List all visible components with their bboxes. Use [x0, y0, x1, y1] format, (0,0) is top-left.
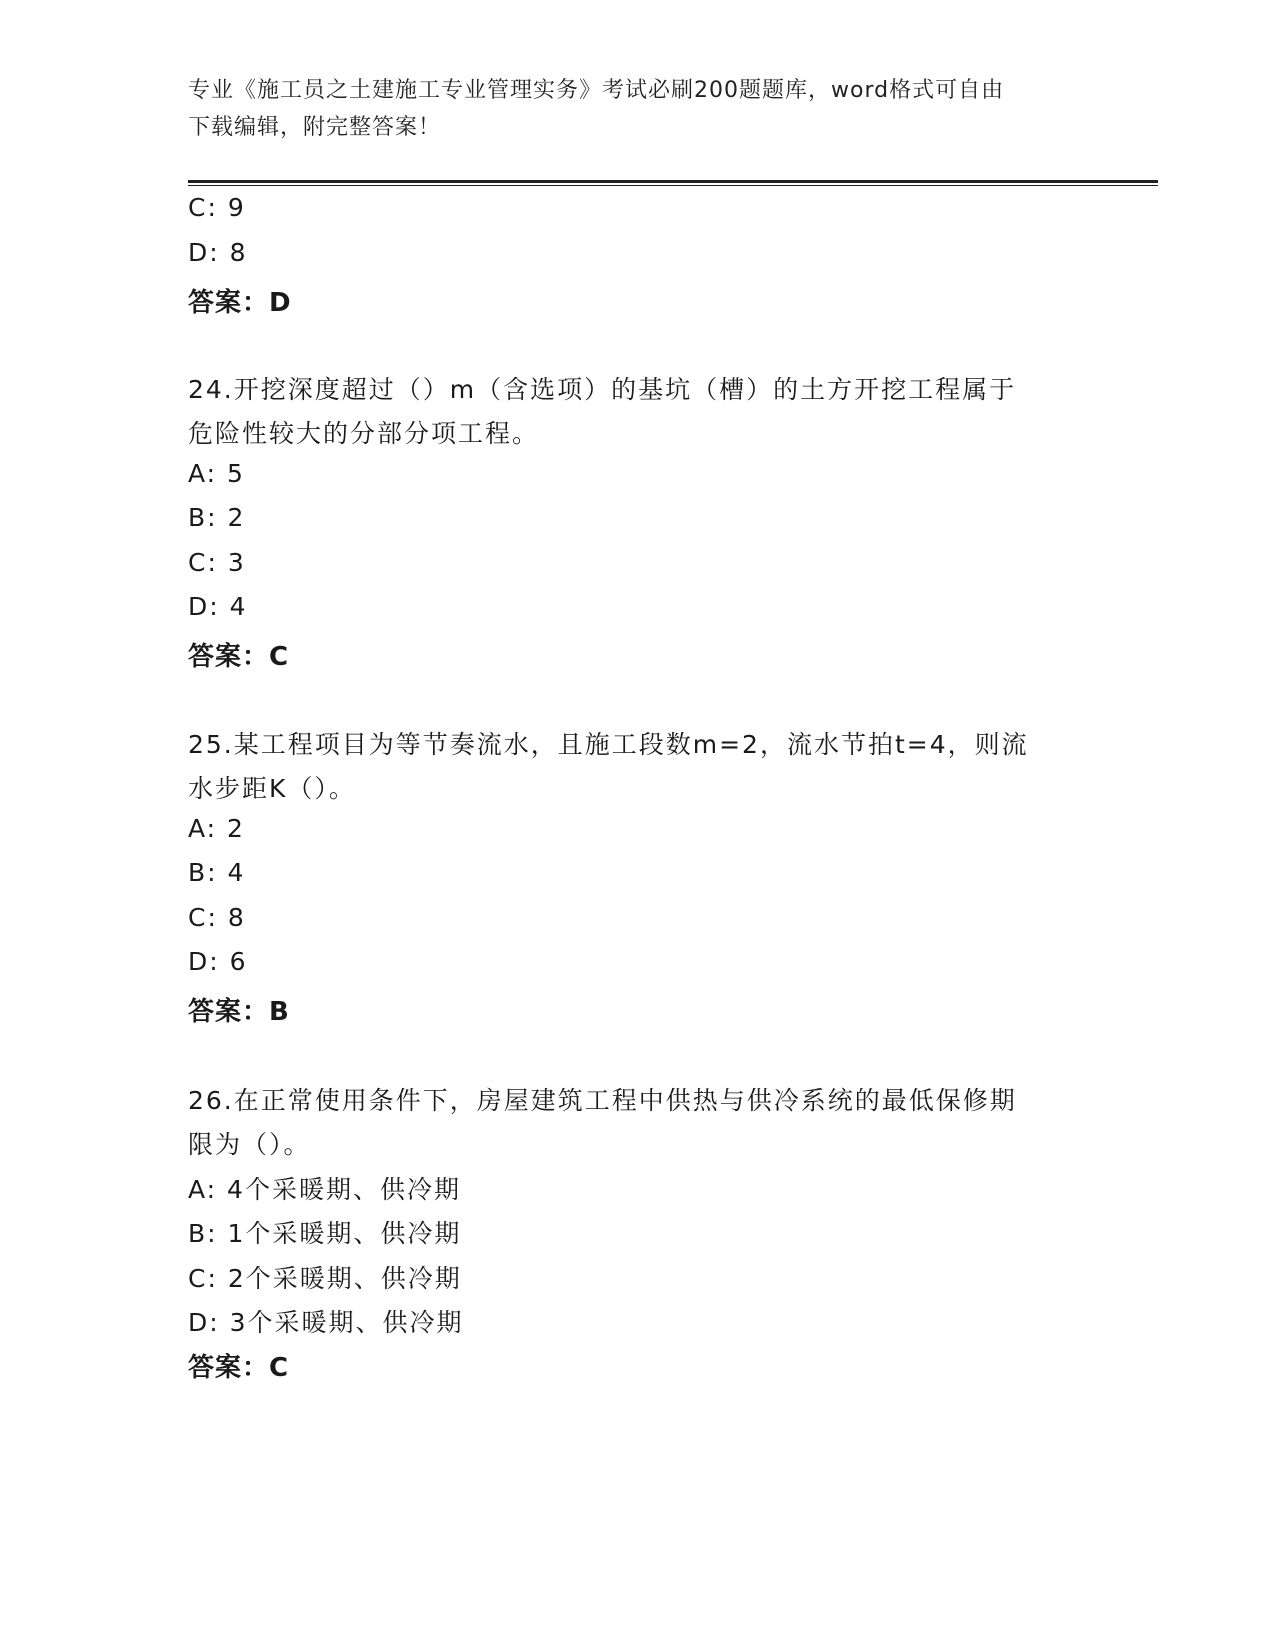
- q25-option-d: D: 6: [188, 947, 248, 976]
- header-rule-thick: [188, 180, 1158, 183]
- q24-option-d: D: 4: [188, 592, 248, 621]
- q26-option-b: B: 1个采暖期、供冷期: [188, 1219, 462, 1248]
- header-line-1: 专业《施工员之土建施工专业管理实务》考试必刷200题题库，word格式可自由: [188, 78, 1005, 103]
- q25-option-a: A: 2: [188, 814, 245, 843]
- q25-option-b: B: 4: [188, 858, 246, 887]
- q25-stem-line-2: 水步距K（）。: [188, 774, 356, 803]
- header-rule-thin: [188, 185, 1158, 186]
- q26-stem-line-1: 26.在正常使用条件下，房屋建筑工程中供热与供冷系统的最低保修期: [188, 1086, 1017, 1115]
- q24-stem-line-1: 24.开挖深度超过（）m（含选项）的基坑（槽）的土方开挖工程属于: [188, 375, 1017, 404]
- q25-option-c: C: 8: [188, 903, 246, 932]
- q24-option-c: C: 3: [188, 548, 246, 577]
- q24-option-b: B: 2: [188, 503, 246, 532]
- prev-answer: 答案：D: [188, 288, 292, 318]
- q26-answer: 答案：C: [188, 1353, 290, 1383]
- header-line-2: 下载编辑，附完整答案！: [188, 115, 442, 140]
- prev-option-d: D: 8: [188, 238, 248, 267]
- q26-option-d: D: 3个采暖期、供冷期: [188, 1308, 464, 1337]
- q26-stem-line-2: 限为（）。: [188, 1130, 311, 1159]
- q24-option-a: A: 5: [188, 459, 245, 488]
- q25-stem-line-1: 25.某工程项目为等节奏流水，且施工段数m=2，流水节拍t=4，则流: [188, 730, 1029, 759]
- q24-answer: 答案：C: [188, 642, 290, 672]
- q26-option-c: C: 2个采暖期、供冷期: [188, 1264, 462, 1293]
- q24-stem-line-2: 危险性较大的分部分项工程。: [188, 419, 540, 448]
- document-header: [188, 72, 1088, 146]
- prev-option-c: C: 9: [188, 193, 246, 222]
- q25-answer: 答案：B: [188, 997, 290, 1027]
- q26-option-a: A: 4个采暖期、供冷期: [188, 1175, 461, 1204]
